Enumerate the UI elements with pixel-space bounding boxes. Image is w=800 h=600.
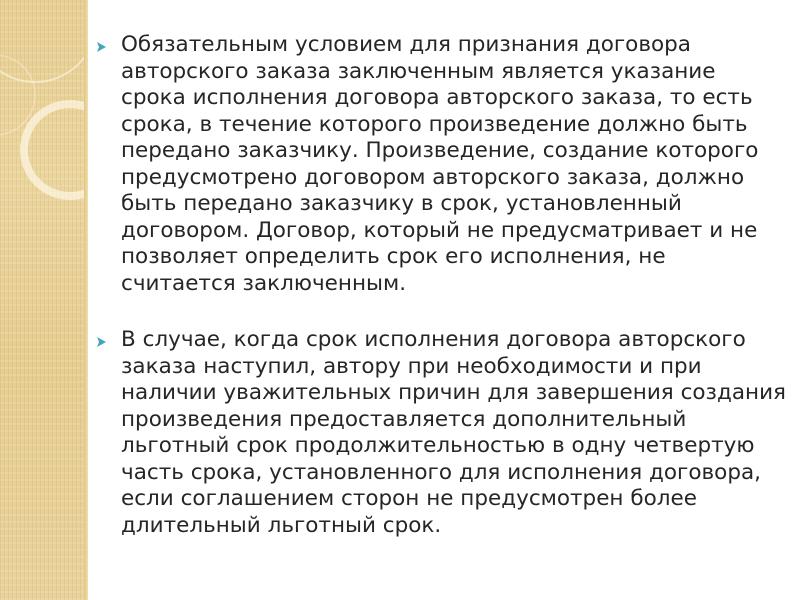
- bullet-text: Обязательным условием для признания договора авторского заказа заключенным является указание срока исполнения договора авторского заказа, то есть срока, в течение которого произведение должно быть передано заказчику. Произведение, создание которого предусмотрено договором авторского заказа, должно быть передано заказчику в срок, установленный договором. Договор, который не предусматривает и не позволяет определить срок его исполнения, не считается заключенным.: [121, 32, 759, 296]
- bullet-list: [96, 32, 786, 569]
- decorative-circles: [0, 0, 88, 600]
- bullet-marker-icon: [96, 42, 106, 52]
- panel-edge: [84, 0, 88, 600]
- bullet-text: В случае, когда срок исполнения договора авторского заказа наступил, автору при необходимости и при наличии уважительных причин для завершения создания произведения предоставляется дополнительный льготный срок продолжительностью в одну четвертую часть срока, установленного для исполнения договора, если соглашением сторон не предусмотрен более длительный льготный срок.: [121, 327, 786, 538]
- bullet-item: [96, 32, 786, 297]
- decorative-side-panel: [0, 0, 88, 600]
- bullet-marker-icon: [96, 337, 106, 347]
- bullet-item: [96, 327, 786, 539]
